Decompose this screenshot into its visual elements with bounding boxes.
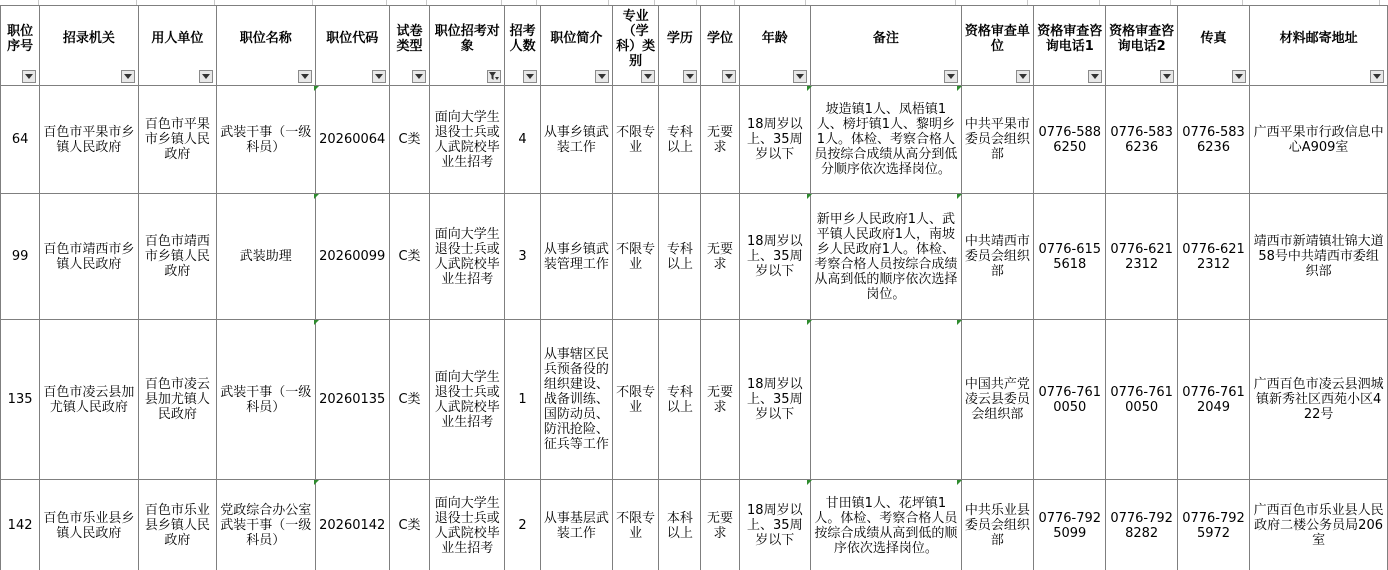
- cell-value: C类: [398, 518, 421, 533]
- cell-name[interactable]: [217, 480, 315, 570]
- cell-addr[interactable]: [1250, 86, 1388, 194]
- cell-major[interactable]: [613, 320, 659, 480]
- cell-review[interactable]: [961, 320, 1033, 480]
- column-header-label: 专业（学科）类别: [616, 8, 656, 69]
- cell-indicator-icon: [957, 86, 962, 91]
- cell-indicator-icon: [314, 86, 319, 91]
- filter-dropdown-icon[interactable]: [22, 70, 36, 83]
- cell-value: 百色市乐业县乡镇人民政府: [144, 503, 210, 548]
- cell-edu[interactable]: [659, 86, 701, 194]
- cell-exam[interactable]: [389, 86, 429, 194]
- cell-seq[interactable]: [1, 480, 40, 570]
- cell-value: 0776-7610050: [1038, 384, 1102, 415]
- filter-dropdown-icon[interactable]: [523, 70, 537, 83]
- cell-indicator-icon: [807, 194, 812, 199]
- cell-addr[interactable]: [1250, 480, 1388, 570]
- cell-value: 广西百色市乐业县人民政府二楼公务员局206室: [1253, 503, 1384, 548]
- cell-value: 从事乡镇武装工作: [543, 124, 609, 155]
- cell-value: 0776-6212312: [1110, 241, 1173, 272]
- cell-value: 从事辖区民兵预备役的组织建设、战备训练、国防动员、防汛抢险、征兵等工作: [543, 347, 609, 452]
- cell-value: 中共乐业县委员会组织部: [964, 503, 1030, 548]
- cell-tel2[interactable]: [1106, 86, 1177, 194]
- cell-name[interactable]: [217, 194, 315, 320]
- filter-dropdown-icon[interactable]: [793, 70, 807, 83]
- filter-dropdown-icon[interactable]: [683, 70, 697, 83]
- cell-value: 0776-7928282: [1110, 510, 1173, 541]
- cell-tel1[interactable]: [1034, 86, 1106, 194]
- cell-desc[interactable]: [540, 320, 612, 480]
- cell-major[interactable]: [613, 194, 659, 320]
- cell-indicator-icon: [807, 86, 812, 91]
- cell-tel2[interactable]: [1106, 320, 1177, 480]
- filter-dropdown-icon[interactable]: [1232, 70, 1246, 83]
- cell-indicator-icon: [807, 480, 812, 485]
- cell-value: 无要求: [707, 241, 734, 272]
- column-header-fax: [1177, 6, 1249, 86]
- cell-indicator-icon: [314, 194, 319, 199]
- cell-value: 无要求: [707, 510, 734, 541]
- cell-value: 甘田镇1人、花坪镇1人。体检、考察合格人员按综合成绩从高到低的顺序依次选择岗位。: [814, 495, 958, 556]
- cell-value: 党政综合办公室武装干事（一级科员）: [220, 503, 312, 548]
- table-row: [1, 194, 1388, 320]
- column-header-desc: [540, 6, 612, 86]
- cell-tel1[interactable]: [1034, 480, 1106, 570]
- cell-target[interactable]: [430, 86, 505, 194]
- cell-value: 从事乡镇武装管理工作: [543, 241, 609, 272]
- cell-value: 百色市平果市乡镇人民政府: [43, 124, 135, 155]
- cell-major[interactable]: [613, 86, 659, 194]
- cell-value: 百色市乐业县乡镇人民政府: [43, 510, 135, 541]
- cell-note[interactable]: [810, 86, 961, 194]
- cell-value: 专科以上: [666, 241, 693, 272]
- column-header-label: 招录机关: [62, 31, 115, 46]
- cell-value: 坡造镇1人、凤梧镇1人、榜圩镇1人、黎明乡1人。体检、考察合格人员按综合成绩从高分到低分顺序依次选择岗位。: [814, 102, 958, 177]
- cell-count[interactable]: [505, 320, 540, 480]
- cell-count[interactable]: [505, 86, 540, 194]
- cell-exam[interactable]: [389, 320, 429, 480]
- cell-value: C类: [398, 249, 421, 264]
- cell-desc[interactable]: [540, 194, 612, 320]
- cell-org[interactable]: [40, 480, 138, 570]
- cell-value: 20260142: [319, 518, 386, 533]
- filter-dropdown-icon[interactable]: [121, 70, 135, 83]
- job-table: [0, 5, 1388, 570]
- cell-major[interactable]: [613, 480, 659, 570]
- cell-value: 99: [11, 249, 29, 264]
- cell-value: 新甲乡人民政府1人、武平镇人民政府1人，南坡乡人民政府1人。体检、考察合格人员按综合成绩从高到低的顺序依次选择岗位。: [814, 211, 958, 302]
- cell-value: 20260064: [319, 132, 386, 147]
- column-header-label: 职位简介: [550, 31, 603, 46]
- cell-value: 18周岁以上、35周岁以下: [747, 377, 803, 422]
- cell-value: C类: [398, 392, 421, 407]
- cell-value: 专科以上: [666, 384, 693, 415]
- cell-value: 中共靖西市委员会组织部: [964, 234, 1030, 279]
- cell-code[interactable]: [315, 320, 389, 480]
- cell-code[interactable]: [315, 480, 389, 570]
- cell-value: 百色市平果市乡镇人民政府: [144, 117, 210, 162]
- cell-degree[interactable]: [701, 86, 739, 194]
- cell-value: 不限专业: [616, 510, 656, 541]
- column-header-name: [217, 6, 315, 86]
- cell-fax[interactable]: [1177, 480, 1249, 570]
- cell-value: 0776-7925099: [1038, 510, 1102, 541]
- cell-indicator-icon: [314, 320, 319, 325]
- column-header-label: 职位序号: [7, 23, 34, 54]
- cell-review[interactable]: [961, 86, 1033, 194]
- cell-value: 18周岁以上、35周岁以下: [747, 503, 803, 548]
- cell-unit[interactable]: [138, 194, 216, 320]
- cell-value: 武装助理: [239, 249, 292, 264]
- cell-age[interactable]: [739, 194, 810, 320]
- column-header-label: 职位名称: [239, 31, 292, 46]
- column-header-count: [505, 6, 540, 86]
- cell-count[interactable]: [505, 194, 540, 320]
- cell-value: 0776-7612049: [1182, 384, 1245, 415]
- cell-value: C类: [398, 132, 421, 147]
- filter-dropdown-icon[interactable]: [412, 70, 426, 83]
- table-row: [1, 480, 1388, 570]
- column-header-note: [810, 6, 961, 86]
- column-header-org: [40, 6, 138, 86]
- cell-degree[interactable]: [701, 320, 739, 480]
- cell-value: 百色市靖西市乡镇人民政府: [144, 234, 210, 279]
- column-header-label: 职位招考对象: [434, 23, 500, 54]
- cell-value: 135: [7, 392, 33, 407]
- column-header-label: 备注: [872, 31, 899, 46]
- column-header-target: [430, 6, 505, 86]
- cell-value: 3: [518, 249, 527, 264]
- cell-value: 不限专业: [616, 384, 656, 415]
- cell-name[interactable]: [217, 86, 315, 194]
- cell-name[interactable]: [217, 320, 315, 480]
- cell-value: 武装干事（一级科员）: [220, 384, 312, 415]
- cell-value: 4: [518, 132, 527, 147]
- cell-review[interactable]: [961, 480, 1033, 570]
- column-header-label: 资格审查咨询电话2: [1109, 23, 1175, 54]
- cell-value: 广西百色市凌云县泗城镇新秀社区西苑小区422号: [1253, 377, 1384, 422]
- cell-value: 中国共产党凌云县委员会组织部: [964, 377, 1030, 422]
- cell-value: 武装干事（一级科员）: [220, 124, 312, 155]
- cell-value: 不限专业: [616, 241, 656, 272]
- cell-edu[interactable]: [659, 480, 701, 570]
- cell-seq[interactable]: [1, 194, 40, 320]
- cell-target[interactable]: [430, 320, 505, 480]
- cell-seq[interactable]: [1, 320, 40, 480]
- column-header-label: 资格审查咨询电话1: [1037, 23, 1103, 54]
- cell-unit[interactable]: [138, 320, 216, 480]
- cell-indicator-icon: [957, 194, 962, 199]
- cell-note[interactable]: [810, 194, 961, 320]
- cell-note[interactable]: [810, 480, 961, 570]
- cell-value: 面向大学生退役士兵或人武院校毕业生招考: [434, 369, 500, 430]
- cell-value: 面向大学生退役士兵或人武院校毕业生招考: [434, 226, 500, 287]
- cell-edu[interactable]: [659, 194, 701, 320]
- column-header-addr: [1250, 6, 1388, 86]
- filter-dropdown-icon[interactable]: [1088, 70, 1102, 83]
- filter-dropdown-icon[interactable]: [1370, 70, 1384, 83]
- cell-edu[interactable]: [659, 320, 701, 480]
- filter-dropdown-icon[interactable]: [595, 70, 609, 83]
- cell-indicator-icon: [314, 480, 319, 485]
- cell-value: 无要求: [707, 384, 734, 415]
- table-row: [1, 86, 1388, 194]
- column-header-exam: [389, 6, 429, 86]
- column-header-label: 试卷类型: [396, 23, 423, 54]
- cell-value: 0776-6212312: [1182, 241, 1245, 272]
- cell-value: 面向大学生退役士兵或人武院校毕业生招考: [434, 109, 500, 170]
- cell-value: 0776-5836236: [1182, 124, 1245, 155]
- cell-degree[interactable]: [701, 194, 739, 320]
- cell-value: 面向大学生退役士兵或人武院校毕业生招考: [434, 495, 500, 556]
- column-header-label: 学位: [707, 31, 734, 46]
- cell-value: 0776-6155618: [1038, 241, 1102, 272]
- filter-dropdown-icon[interactable]: [722, 70, 736, 83]
- cell-target[interactable]: [430, 194, 505, 320]
- cell-value: 百色市靖西市乡镇人民政府: [43, 241, 135, 272]
- cell-seq[interactable]: [1, 86, 40, 194]
- column-header-label: 学历: [666, 31, 693, 46]
- cell-value: 本科以上: [666, 510, 693, 541]
- cell-value: 18周岁以上、35周岁以下: [747, 234, 803, 279]
- cell-value: 中共平果市委员会组织部: [964, 117, 1030, 162]
- cell-value: 百色市凌云县加尤镇人民政府: [43, 384, 135, 415]
- column-header-label: 招考人数: [509, 23, 536, 54]
- cell-exam[interactable]: [389, 480, 429, 570]
- cell-value: 从事基层武装工作: [543, 510, 609, 541]
- cell-desc[interactable]: [540, 480, 612, 570]
- column-header-unit: [138, 6, 216, 86]
- cell-tel2[interactable]: [1106, 480, 1177, 570]
- cell-value: 20260135: [319, 392, 386, 407]
- header-row: [1, 6, 1388, 86]
- column-header-code: [315, 6, 389, 86]
- column-header-tel1: [1034, 6, 1106, 86]
- column-header-label: 传真: [1200, 31, 1227, 46]
- filter-dropdown-icon[interactable]: [944, 70, 958, 83]
- cell-org[interactable]: [40, 86, 138, 194]
- cell-indicator-icon: [807, 320, 812, 325]
- cell-value: 百色市凌云县加尤镇人民政府: [144, 377, 210, 422]
- cell-code[interactable]: [315, 86, 389, 194]
- cell-tel1[interactable]: [1034, 320, 1106, 480]
- cell-value: 20260099: [319, 249, 386, 264]
- cell-addr[interactable]: [1250, 320, 1388, 480]
- cell-desc[interactable]: [540, 86, 612, 194]
- cell-value: 无要求: [707, 124, 734, 155]
- cell-degree[interactable]: [701, 480, 739, 570]
- cell-value: 0776-5836236: [1110, 124, 1173, 155]
- cell-value: 靖西市新靖镇壮锦大道58号中共靖西市委组织部: [1253, 234, 1384, 279]
- column-header-label: 职位代码: [326, 31, 379, 46]
- column-header-label: 材料邮寄地址: [1279, 31, 1358, 46]
- filter-dropdown-icon[interactable]: [372, 70, 386, 83]
- cell-value: 广西平果市行政信息中心A909室: [1253, 124, 1384, 155]
- cell-value: 64: [11, 132, 29, 147]
- cell-org[interactable]: [40, 320, 138, 480]
- filter-active-icon[interactable]: [487, 70, 501, 83]
- column-header-review: [961, 6, 1033, 86]
- cell-code[interactable]: [315, 194, 389, 320]
- cell-org[interactable]: [40, 194, 138, 320]
- cell-unit[interactable]: [138, 480, 216, 570]
- column-header-major: [613, 6, 659, 86]
- cell-tel1[interactable]: [1034, 194, 1106, 320]
- table-row: [1, 320, 1388, 480]
- column-header-label: 资格审查单位: [964, 23, 1030, 54]
- cell-fax[interactable]: [1177, 194, 1249, 320]
- filter-dropdown-icon[interactable]: [199, 70, 213, 83]
- cell-indicator-icon: [957, 480, 962, 485]
- column-header-edu: [659, 6, 701, 86]
- filter-dropdown-icon[interactable]: [1160, 70, 1174, 83]
- cell-value: 1: [518, 392, 527, 407]
- cell-fax[interactable]: [1177, 86, 1249, 194]
- cell-note[interactable]: [810, 320, 961, 480]
- column-header-seq: [1, 6, 40, 86]
- cell-age[interactable]: [739, 320, 810, 480]
- cell-value: 0776-7925972: [1182, 510, 1245, 541]
- cell-indicator-icon: [957, 320, 962, 325]
- cell-value: 2: [518, 518, 527, 533]
- column-header-age: [739, 6, 810, 86]
- cell-addr[interactable]: [1250, 194, 1388, 320]
- cell-tel2[interactable]: [1106, 194, 1177, 320]
- cell-target[interactable]: [430, 480, 505, 570]
- cell-age[interactable]: [739, 86, 810, 194]
- cell-count[interactable]: [505, 480, 540, 570]
- cell-fax[interactable]: [1177, 320, 1249, 480]
- cell-value: 18周岁以上、35周岁以下: [747, 117, 803, 162]
- column-header-tel2: [1106, 6, 1177, 86]
- cell-age[interactable]: [739, 480, 810, 570]
- cell-value: 不限专业: [616, 124, 656, 155]
- cell-value: 0776-5886250: [1038, 124, 1102, 155]
- cell-review[interactable]: [961, 194, 1033, 320]
- cell-value: 142: [7, 518, 33, 533]
- cell-value: 0776-7610050: [1110, 384, 1173, 415]
- filter-dropdown-icon[interactable]: [298, 70, 312, 83]
- cell-exam[interactable]: [389, 194, 429, 320]
- column-header-label: 年龄: [761, 31, 788, 46]
- column-header-degree: [701, 6, 739, 86]
- filter-dropdown-icon[interactable]: [1016, 70, 1030, 83]
- cell-unit[interactable]: [138, 86, 216, 194]
- filter-dropdown-icon[interactable]: [641, 70, 655, 83]
- column-header-label: 用人单位: [151, 31, 204, 46]
- cell-value: 专科以上: [666, 124, 693, 155]
